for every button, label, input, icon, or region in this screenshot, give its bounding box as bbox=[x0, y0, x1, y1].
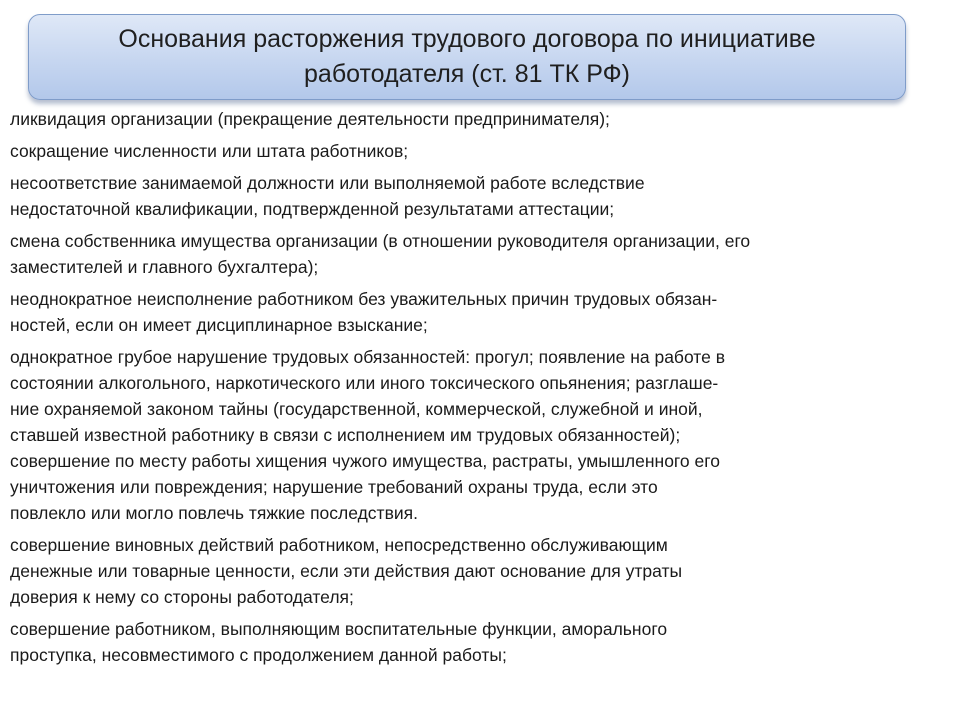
list-item-line: ставшей известной работнику в связи с исполнением им трудовых обязанностей); bbox=[10, 425, 681, 445]
list-item-line: денежные или товарные ценности, если эти действия дают основание для утраты bbox=[10, 561, 683, 581]
list-item-line: ние охраняемой законом тайны (государственной, коммерческой, служебной и иной, bbox=[10, 399, 703, 419]
list-item-line: совершение работником, выполняющим воспитательные функции, аморального bbox=[10, 619, 668, 639]
list-item bbox=[10, 106, 945, 132]
list-item-line: неоднократное неисполнение работником без уважительных причин трудовых обязан- bbox=[10, 289, 718, 309]
list-item bbox=[10, 228, 945, 280]
list-item-line: уничтожения или повреждения; нарушение требований охраны труда, если это bbox=[10, 477, 658, 497]
list-item-line: проступка, несовместимого с продолжением данной работы; bbox=[10, 645, 507, 665]
list-item-line: ликвидация организации (прекращение деятельности предпринимателя); bbox=[10, 109, 610, 129]
list-item-line: ностей, если он имеет дисциплинарное взыскание; bbox=[10, 315, 428, 335]
list-item-line: несоответствие занимаемой должности или выполняемой работе вследствие bbox=[10, 173, 645, 193]
slide-title bbox=[118, 22, 815, 92]
list-item-line: сокращение численности или штата работников; bbox=[10, 141, 409, 161]
list-item-line: недостаточной квалификации, подтвержденной результатами аттестации; bbox=[10, 199, 615, 219]
title-box bbox=[28, 14, 906, 100]
list-item bbox=[10, 286, 945, 338]
list-item-line: совершение виновных действий работником, непосредственно обслуживающим bbox=[10, 535, 668, 555]
title-line-2: работодателя (ст. 81 ТК РФ) bbox=[304, 60, 630, 88]
list-item bbox=[10, 344, 945, 526]
list-item-line: однократное грубое нарушение трудовых обязанностей: прогул; появление на работе в bbox=[10, 347, 726, 367]
title-line-1: Основания расторжения трудового договора по инициативе bbox=[118, 25, 816, 53]
list-item-line: состоянии алкогольного, наркотического или иного токсического опьянения; разглаше- bbox=[10, 373, 719, 393]
list-item-line: заместителей и главного бухгалтера); bbox=[10, 257, 319, 277]
list-item-line: совершение по месту работы хищения чужого имущества, растраты, умышленного его bbox=[10, 451, 720, 471]
list-item bbox=[10, 138, 945, 164]
content-list bbox=[10, 106, 945, 674]
list-item-line: повлекло или могло повлечь тяжкие последствия. bbox=[10, 503, 418, 523]
list-item-line: смена собственника имущества организации (в отношении руководителя организации, его bbox=[10, 231, 751, 251]
list-item bbox=[10, 532, 945, 610]
list-item bbox=[10, 170, 945, 222]
list-item-line: доверия к нему со стороны работодателя; bbox=[10, 587, 354, 607]
list-item bbox=[10, 616, 945, 668]
